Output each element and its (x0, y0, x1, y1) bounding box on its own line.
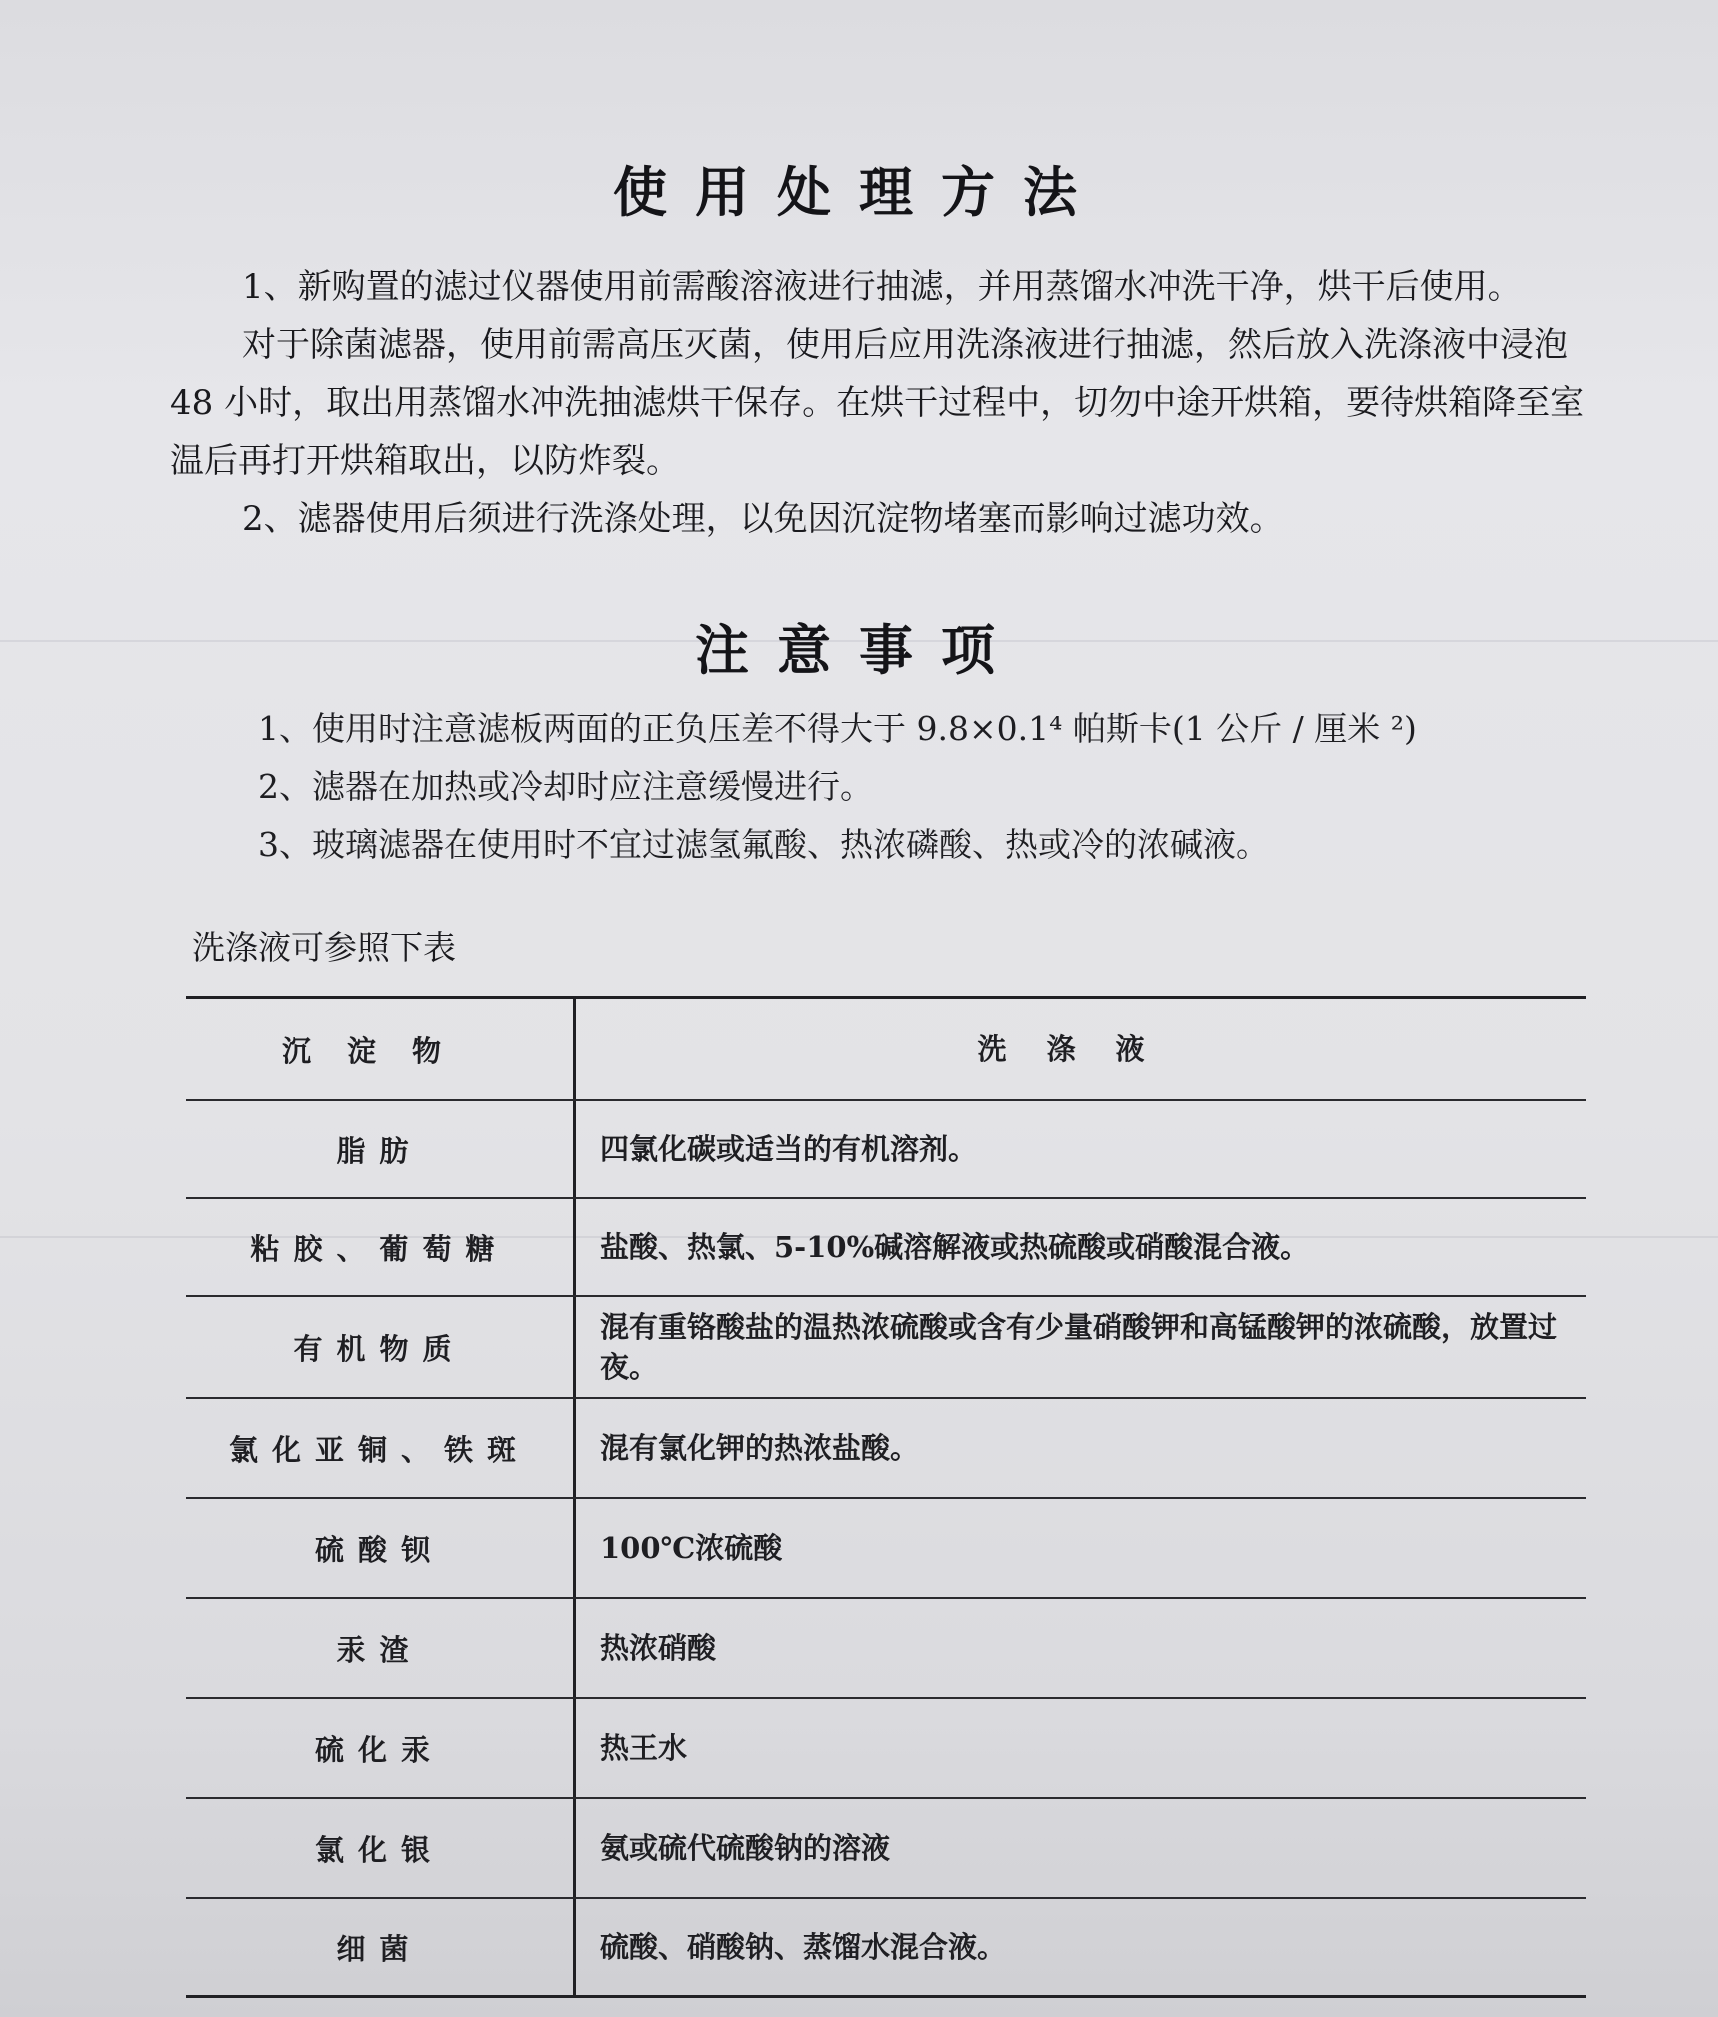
precipitate-cell: 细菌 (186, 1899, 576, 1995)
precipitate-cell: 汞渣 (186, 1599, 576, 1697)
note-item-2: 2、滤器在加热或冷却时应注意缓慢进行。 (258, 767, 873, 806)
solution-cell: 热王水 (600, 1731, 688, 1765)
usage-paragraph-3: 2、滤器使用后须进行洗涤处理，以免因沉淀物堵塞而影响过滤功效。 (242, 499, 1284, 539)
precipitate-cell: 脂肪 (186, 1101, 576, 1197)
usage-paragraph-2: 对于除菌滤器，使用前需高压灭菌，使用后应用洗涤液进行抽滤，然后放入洗涤液中浸泡 48 小时，取出用蒸馏水冲洗抽滤烘干保存。在烘干过程中，切勿中途开烘箱，要待烘箱降至室温后再打开烘箱取出，以防炸裂。 (170, 325, 1585, 481)
table-row (186, 1897, 1586, 1995)
table-row (186, 1197, 1586, 1295)
table-caption: 洗涤液可参照下表 (192, 928, 456, 967)
header-washing-solution: 洗涤液 (977, 1032, 1185, 1066)
solution-cell: 100℃浓硫酸 (600, 1531, 783, 1565)
notes-title: 注意事项 (695, 619, 1023, 682)
solution-cell: 混有重铬酸盐的温热浓硫酸或含有少量硝酸钾和高锰酸钾的浓硫酸，放置过夜。 (600, 1310, 1558, 1384)
table-header-row (186, 999, 1586, 1099)
note-item-3: 3、玻璃滤器在使用时不宜过滤氢氟酸、热浓磷酸、热或冷的浓碱液。 (258, 825, 1269, 864)
solution-cell: 硫酸、硝酸钠、蒸馏水混合液。 (600, 1930, 1007, 1964)
solution-cell: 氨或硫代硫酸钠的溶液 (600, 1831, 891, 1865)
table-row (186, 1099, 1586, 1197)
table-row (186, 1295, 1586, 1397)
precipitate-cell: 硫酸钡 (186, 1499, 576, 1597)
header-precipitate: 沉淀物 (186, 999, 576, 1099)
notes-section (258, 700, 1598, 874)
table-row (186, 1697, 1586, 1797)
usage-title: 使用处理方法 (613, 161, 1105, 224)
table-row (186, 1497, 1586, 1597)
precipitate-cell: 氯化亚铜、铁斑 (186, 1399, 576, 1497)
precipitate-cell: 硫化汞 (186, 1699, 576, 1797)
solution-cell: 热浓硝酸 (600, 1631, 717, 1665)
solution-cell: 四氯化碳或适当的有机溶剂。 (600, 1132, 978, 1166)
table-row (186, 1797, 1586, 1897)
table-row (186, 1597, 1586, 1697)
precipitate-cell: 粘胶、葡萄糖 (186, 1199, 576, 1295)
precipitate-cell: 氯化银 (186, 1799, 576, 1897)
usage-section (170, 258, 1610, 548)
washing-solution-table (186, 996, 1586, 1998)
precipitate-cell: 有机物质 (186, 1297, 576, 1397)
solution-cell: 盐酸、热氯、5-10%碱溶解液或热硫酸或硝酸混合液。 (600, 1230, 1310, 1264)
table-row (186, 1397, 1586, 1497)
usage-paragraph-1: 1、新购置的滤过仪器使用前需酸溶液进行抽滤，并用蒸馏水冲洗干净，烘干后使用。 (242, 267, 1522, 307)
solution-cell: 混有氯化钾的热浓盐酸。 (600, 1431, 920, 1465)
note-item-1: 1、使用时注意滤板两面的正负压差不得大于 9.8×0.1⁴ 帕斯卡(1 公斤 / 厘米 ²) (258, 709, 1417, 748)
